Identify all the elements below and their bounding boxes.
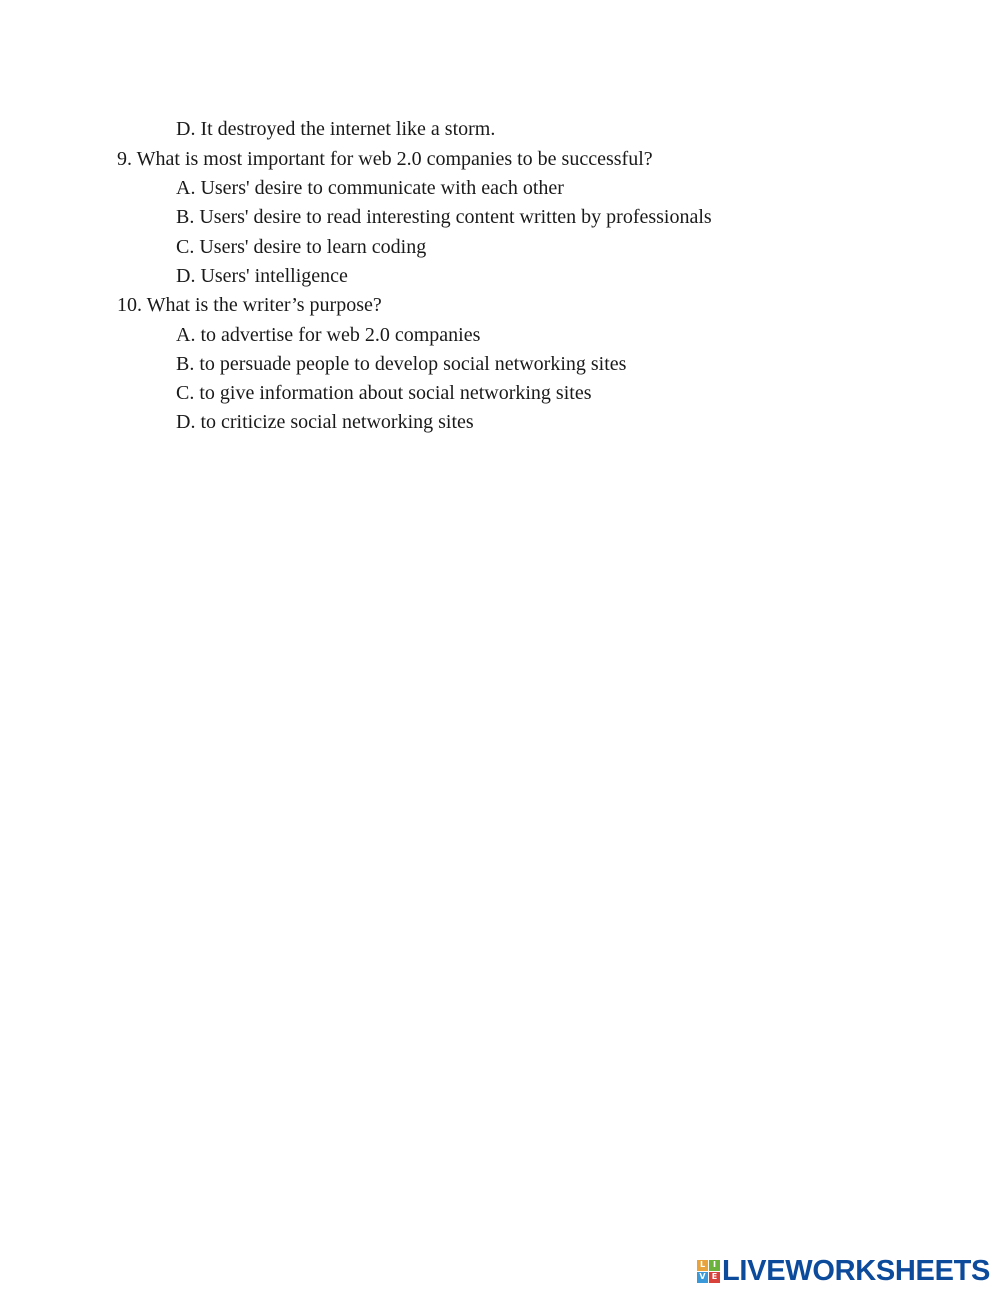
q10-option-d[interactable]: D. to criticize social networking sites <box>176 411 474 433</box>
logo-blocks-icon <box>697 1260 720 1283</box>
q10-option-b[interactable]: B. to persuade people to develop social networking sites <box>176 353 627 375</box>
q9-option-a[interactable]: A. Users' desire to communicate with each other <box>176 177 564 199</box>
q9-option-b[interactable]: B. Users' desire to read interesting content written by professionals <box>176 206 712 228</box>
logo-block-v: V <box>697 1272 708 1283</box>
q9-option-d[interactable]: D. Users' intelligence <box>176 265 348 287</box>
q10-option-c[interactable]: C. to give information about social networking sites <box>176 382 592 404</box>
q9-question: 9. What is most important for web 2.0 companies to be successful? <box>117 148 653 170</box>
q8-option-d[interactable]: D. It destroyed the internet like a storm. <box>176 118 496 140</box>
logo-block-l: L <box>697 1260 708 1271</box>
q10-option-a[interactable]: A. to advertise for web 2.0 companies <box>176 324 481 346</box>
logo-block-e: E <box>709 1272 720 1283</box>
liveworksheets-logo <box>697 1256 990 1286</box>
logo-text: LIVEWORKSHEETS <box>722 1255 991 1287</box>
logo-block-i: I <box>709 1260 720 1271</box>
q10-question: 10. What is the writer’s purpose? <box>117 294 382 316</box>
q9-option-c[interactable]: C. Users' desire to learn coding <box>176 236 427 258</box>
